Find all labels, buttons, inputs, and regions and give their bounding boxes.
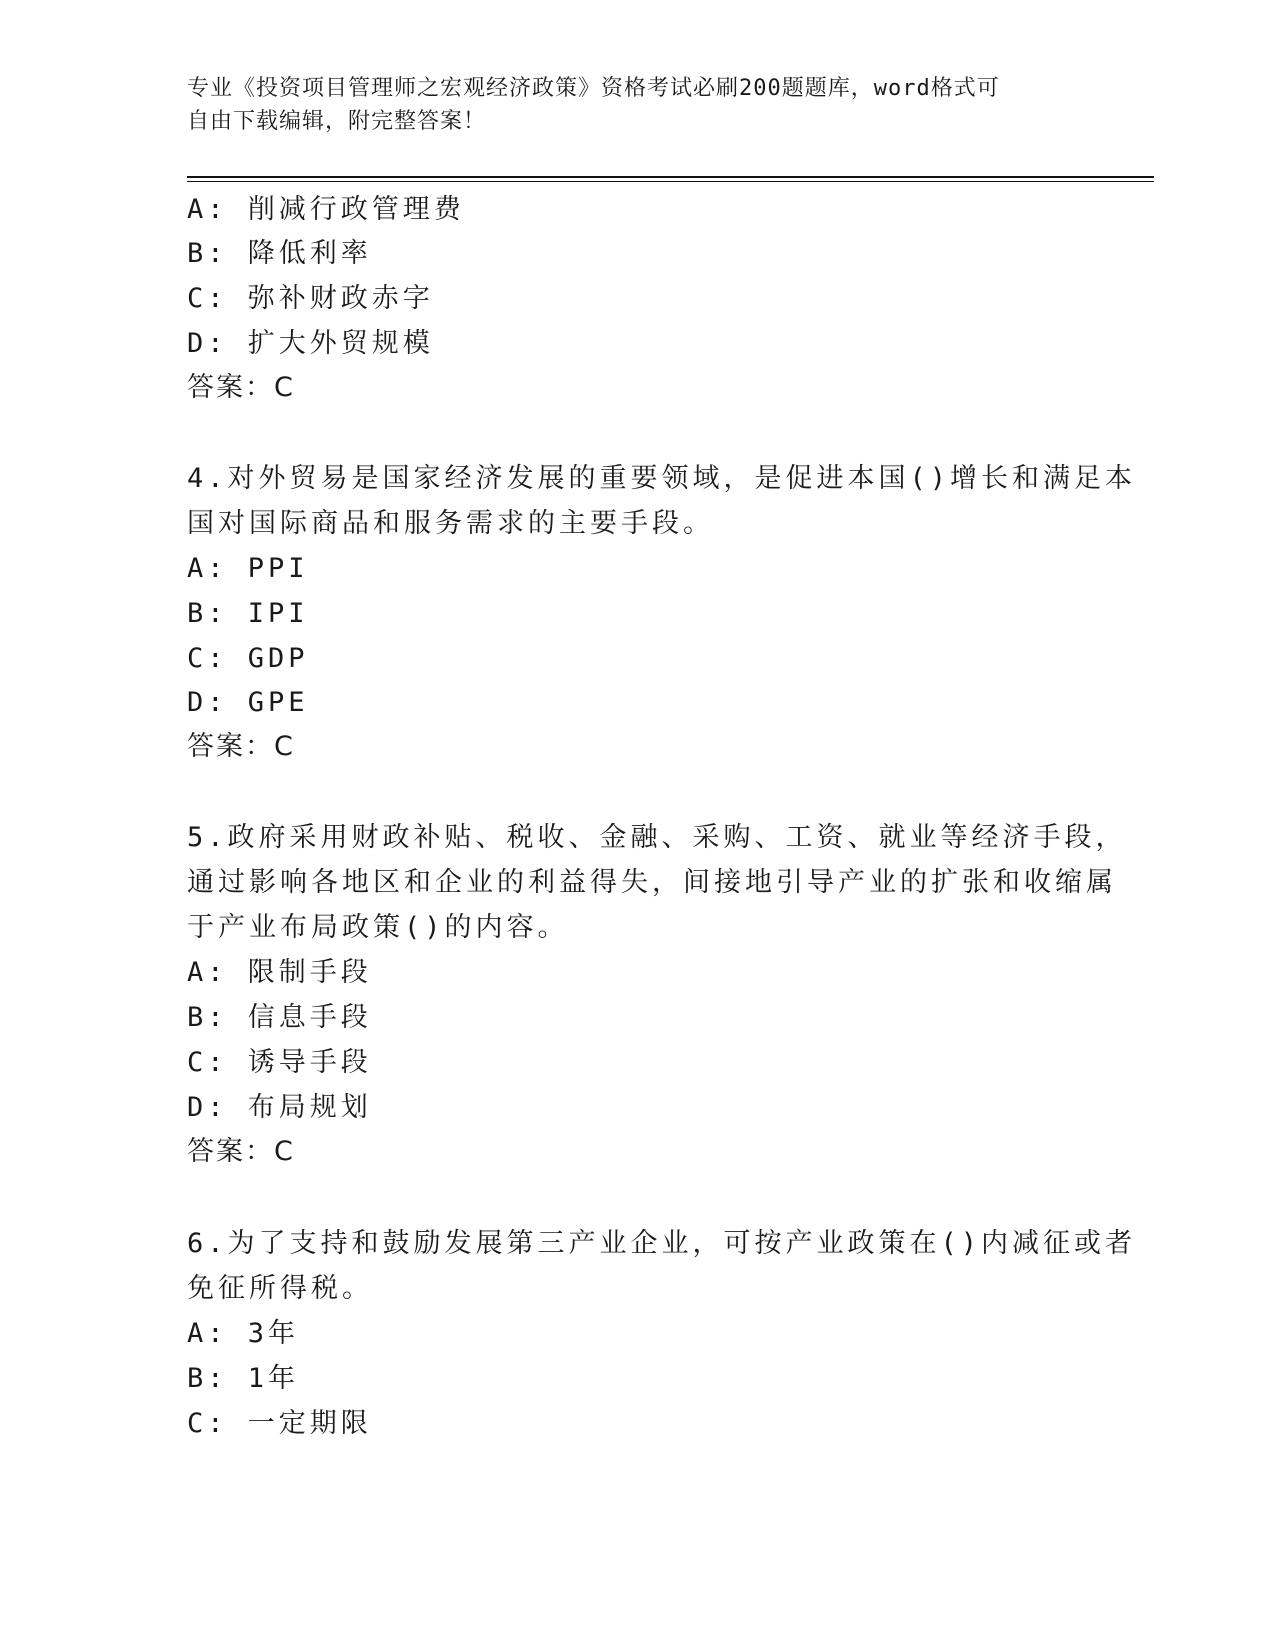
q3-option-d: D: 扩大外贸规模 xyxy=(187,328,434,359)
q5-option-d: D: 布局规划 xyxy=(187,1092,372,1123)
q3-option-c: C: 弥补财政赤字 xyxy=(187,283,434,314)
q5-stem-line-1: 5.政府采用财政补贴、税收、金融、采购、工资、就业等经济手段， xyxy=(187,822,1127,853)
q6-option-c: C: 一定期限 xyxy=(187,1408,372,1439)
q4-answer: 答案：C xyxy=(187,731,295,762)
q5-option-a: A: 限制手段 xyxy=(187,957,372,988)
q3-answer: 答案：C xyxy=(187,372,295,403)
q5-option-c: C: 诱导手段 xyxy=(187,1047,372,1078)
q4-option-a: A: PPI xyxy=(187,553,309,584)
q5-stem-line-2: 通过影响各地区和企业的利益得失，间接地引导产业的扩张和收缩属 xyxy=(187,867,1117,898)
header-divider-thin xyxy=(187,181,1154,182)
header-line-1: 专业《投资项目管理师之宏观经济政策》资格考试必刷200题题库，word格式可 xyxy=(187,76,1000,101)
q4-stem-line-1: 4.对外贸易是国家经济发展的重要领域，是促进本国()增长和满足本 xyxy=(187,463,1137,494)
q4-option-b: B: IPI xyxy=(187,598,309,629)
q6-stem-line-1: 6.为了支持和鼓励发展第三产业企业，可按产业政策在()内减征或者 xyxy=(187,1228,1137,1259)
q5-answer: 答案：C xyxy=(187,1136,295,1167)
q3-option-b: B: 降低利率 xyxy=(187,238,372,269)
q6-option-b: B: 1年 xyxy=(187,1363,300,1394)
q6-stem-line-2: 免征所得税。 xyxy=(187,1273,373,1304)
q5-stem-line-3: 于产业布局政策()的内容。 xyxy=(187,912,569,943)
document-header xyxy=(187,72,1087,138)
q4-option-c: C: GDP xyxy=(187,643,309,674)
header-divider-thick xyxy=(187,176,1154,178)
q6-option-a: A: 3年 xyxy=(187,1318,300,1349)
q5-option-b: B: 信息手段 xyxy=(187,1002,372,1033)
q4-option-d: D: GPE xyxy=(187,687,309,718)
header-line-2: 自由下载编辑，附完整答案！ xyxy=(187,109,487,134)
q3-option-a: A: 削减行政管理费 xyxy=(187,194,465,225)
q4-stem-line-2: 国对国际商品和服务需求的主要手段。 xyxy=(187,508,714,539)
